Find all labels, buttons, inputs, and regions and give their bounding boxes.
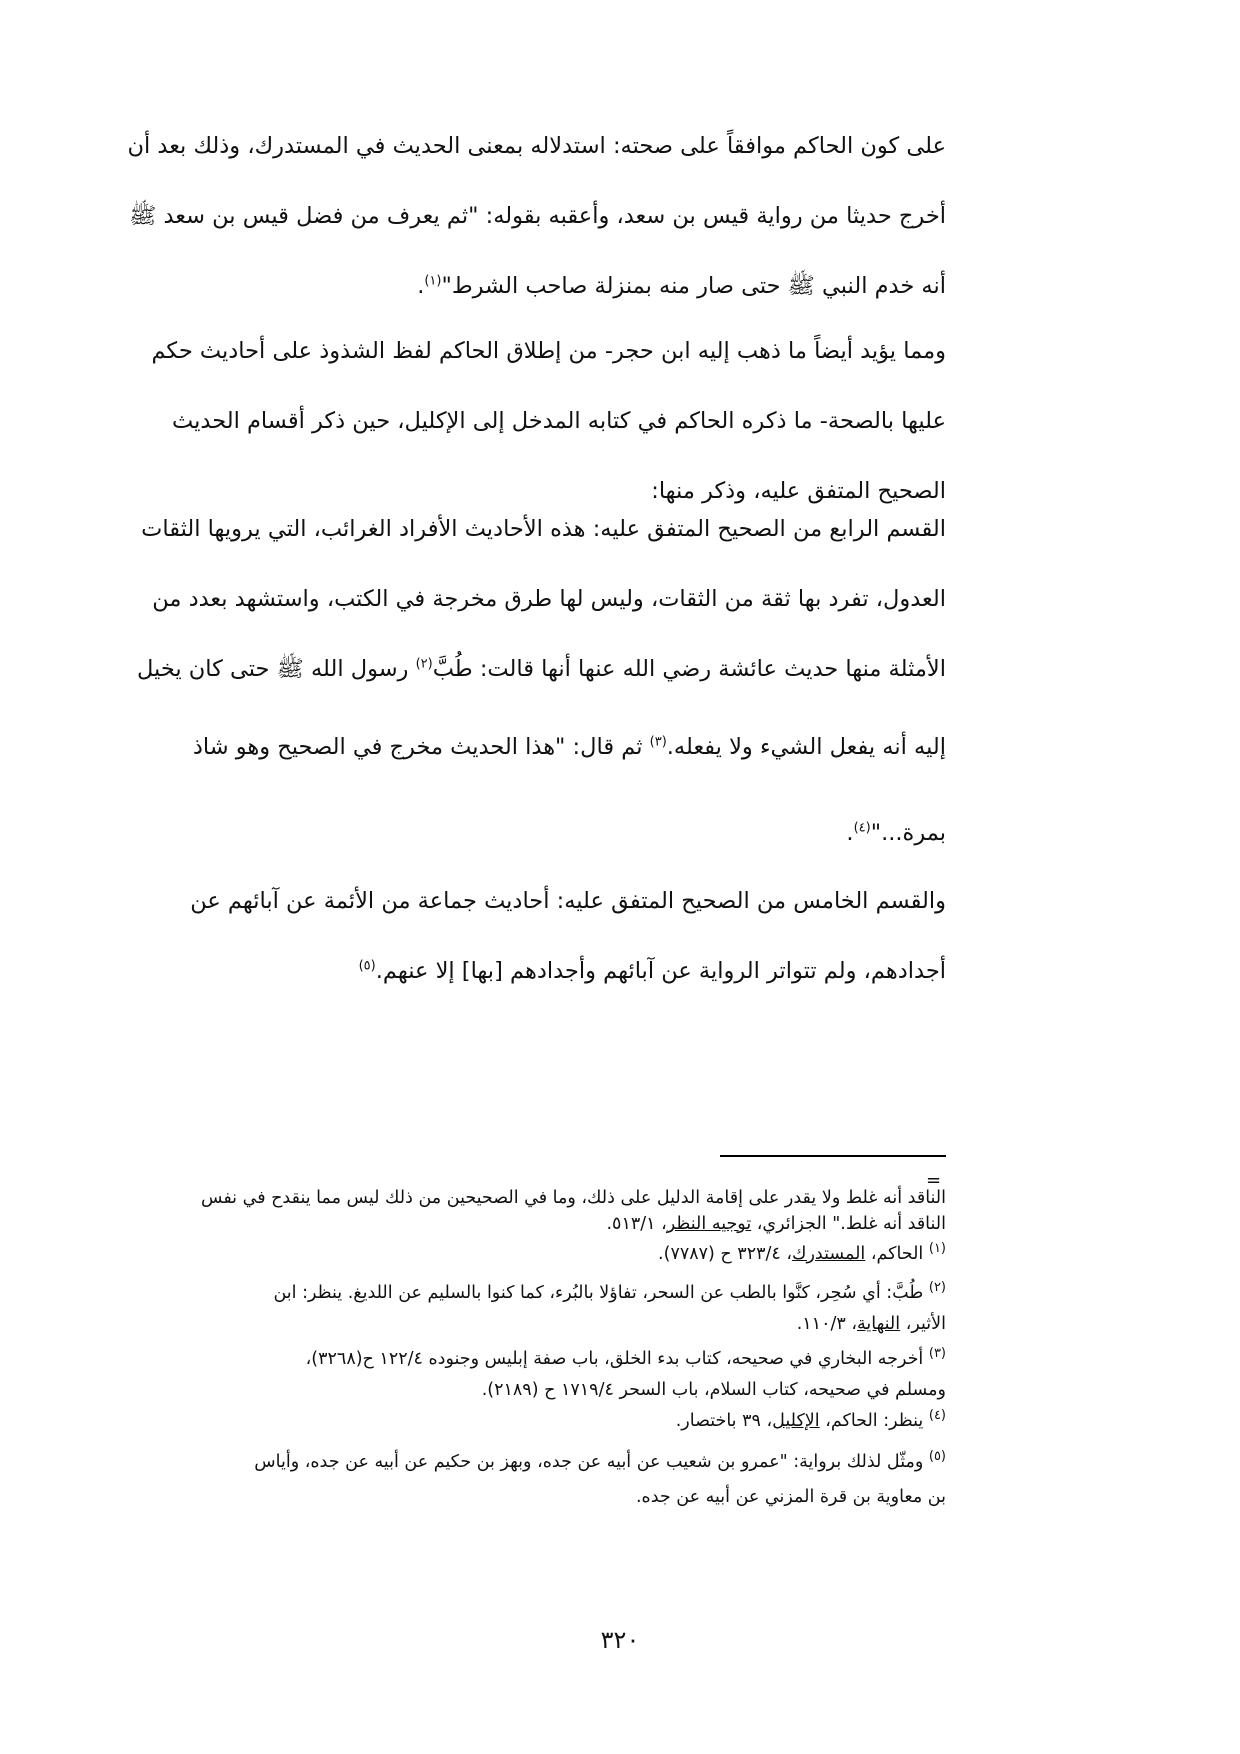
text-segment: أجدادهم، ولم تتواتر الرواية عن آبائهم وأجدادهم [بها] إلا عنهم.: [375, 958, 946, 984]
footnote-ref-4[interactable]: (٤): [853, 820, 871, 836]
page-number: ٣٢٠: [600, 1626, 640, 1654]
text-line: الصحيح المتفق عليه، وذكر منها:: [651, 478, 946, 504]
text-line: [150, 251, 946, 321]
footnote-number: (١): [928, 1241, 946, 1257]
footnote-2: [150, 1278, 946, 1309]
text-line: عليها بالصحة- ما ذكره الحاكم في كتابه المدخل إلى الإكليل، حين ذكر أقسام الحديث: [172, 408, 946, 434]
text-segment: أنه خدم النبي ﷺ حتى صار منه بمنزلة صاحب الشرط": [441, 273, 946, 299]
footnote-ref-2[interactable]: (٢): [415, 656, 433, 672]
footnote-5: [150, 1447, 946, 1478]
text-segment: بمرة...": [870, 820, 946, 846]
paragraph-4: [150, 866, 946, 1006]
footnote-number: (٥): [928, 1449, 946, 1465]
text-segment: الأثير،: [900, 1314, 946, 1334]
text-segment: ، ٥١٣/١.: [606, 1214, 667, 1234]
footnote-1: [150, 1239, 946, 1270]
text-segment: إليه أنه يفعل الشيء ولا يفعله.: [666, 734, 946, 760]
text-segment: ، ٣٢٣/٤ ح (٧٧٨٧).: [658, 1244, 793, 1264]
footnote-4: [150, 1406, 946, 1437]
footnotes: [150, 1185, 946, 1513]
text-segment: ، ١١٠/٣.: [796, 1314, 857, 1334]
text-line: [150, 798, 946, 868]
text-segment: الحاكم،: [865, 1244, 929, 1264]
text-segment: الناقد أنه غلط." الجزائري،: [751, 1214, 946, 1234]
book-title: المستدرك: [792, 1244, 866, 1264]
text-line: ومما يؤيد أيضاً ما ذهب إليه ابن حجر- من إطلاق الحاكم لفظ الشذوذ على أحاديث حكم: [151, 338, 946, 364]
footnote-3-line: ومسلم في صحيحه، كتاب السلام، باب السحر ١٧١٩/٤ ح (٢١٨٩).: [481, 1380, 946, 1400]
footnote-number: (٢): [928, 1280, 946, 1296]
text-segment: .: [417, 273, 425, 299]
text-line: والقسم الخامس من الصحيح المتفق عليه: أحاديث جماعة من الأئمة عن آبائهم عن: [190, 888, 946, 914]
continuation-mark: =: [926, 1170, 942, 1191]
text-segment: طُبَّ: أي سُحِر، كنَّوا بالطب عن السحر، تفاؤلا بالبُرء، كما كنوا بالسليم عن اللديغ. ينظر: ابن: [273, 1283, 929, 1303]
book-title: الإكليل: [772, 1411, 820, 1431]
text-line: [150, 936, 946, 1006]
footnote-ref-1[interactable]: (١): [424, 273, 442, 289]
footnote-number: (٣): [928, 1346, 946, 1362]
book-title: توجيه النظر: [666, 1214, 752, 1234]
text-segment: الأمثلة منها حديث عائشة رضي الله عنها أنها قالت: طُبَّ: [432, 656, 946, 682]
paragraph-1: [127, 111, 946, 321]
text-segment: رسول الله ﷺ حتى كان يخيل: [137, 656, 416, 682]
footnote-number: (٤): [928, 1408, 946, 1424]
footnote-2-line: [150, 1309, 946, 1340]
text-segment: ينظر: الحاكم،: [819, 1411, 929, 1431]
text-segment: .: [846, 820, 854, 846]
footnote-separator: [720, 1155, 946, 1157]
text-line: [137, 634, 946, 704]
footnote-ref-5[interactable]: (٥): [358, 958, 376, 974]
text-segment: ومثّل لذلك برواية: "عمرو بن شعيب عن أبيه عن جده، وبهز بن حكيم عن أبيه عن جده، وأياس: [254, 1452, 929, 1472]
text-line: على كون الحاكم موافقاً على صحته: استدلاله بمعنى الحديث في المستدرك، وذلك بعد أن: [127, 133, 946, 159]
book-title: النهاية: [856, 1314, 901, 1334]
footnote-3: [150, 1344, 946, 1375]
footnote-continuation-line: [150, 1211, 946, 1237]
text-segment: أخرجه البخاري في صحيحه، كتاب بدء الخلق، باب صفة إبليس وجنوده ١٢٢/٤ ح(٣٢٦٨)،: [305, 1349, 929, 1369]
text-line: أخرج حديثا من رواية قيس بن سعد، وأعقبه بقوله: "ثم يعرف من فضل قيس بن سعد ﷺ: [129, 203, 946, 229]
text-segment: ثم قال: "هذا الحديث مخرج في الصحيح وهو شاذ: [192, 734, 650, 760]
paragraph-3: [137, 494, 946, 868]
text-line: القسم الرابع من الصحيح المتفق عليه: هذه الأحاديث الأفراد الغرائب، التي يرويها الثقات: [141, 516, 946, 542]
text-segment: ، ٣٩ باختصار.: [675, 1411, 773, 1431]
text-line: [150, 712, 946, 782]
footnote-5-line: بن معاوية بن قرة المزني عن أبيه عن جده.: [635, 1487, 946, 1507]
footnote-ref-3[interactable]: (٣): [649, 734, 667, 750]
footnote-continuation-line: الناقد أنه غلط ولا يقدر على إقامة الدليل على ذلك، وما في الصحيحين من ذلك ليس مما ينقدح في نفس: [201, 1188, 946, 1208]
text-line: العدول، تفرد بها ثقة من الثقات، وليس لها طرق مخرجة في الكتب، واستشهد بعدد من: [152, 586, 946, 612]
